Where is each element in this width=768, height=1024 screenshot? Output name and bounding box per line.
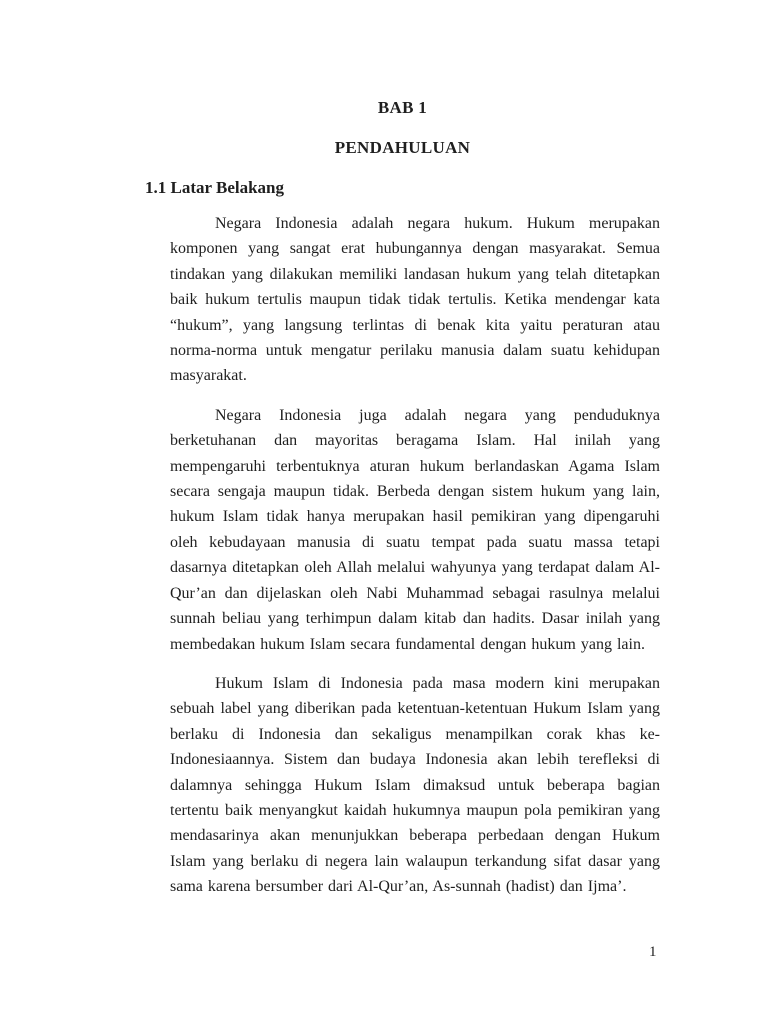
- chapter-title: BAB 1: [377, 98, 428, 117]
- paragraph-2: Negara Indonesia juga adalah negara yang penduduknya berketuhanan dan mayoritas beragama Islam. Hal inilah yang mempengaruhi terbentuknya aturan hukum berlandaskan Agama Islam secara sengaja maupun tidak. Berbeda dengan sistem hukum yang lain, hukum Islam tidak hanya merupakan hasil pemikiran yang dipengaruhi oleh kebudayaan manusia di suatu tempat pada suatu massa tetapi dasarnya ditetapkan oleh Allah melalui wahyunya yang terdapat dalam Al-Qur’an dan dijelaskan oleh Nabi Muhammad sebagai rasulnya melalui sunnah beliau yang terhimpun dalam kitab dan hadits. Dasar inilah yang membedakan hukum Islam secara fundamental dengan hukum yang lain.: [170, 406, 660, 653]
- page-content: [145, 95, 660, 900]
- page-number: 1: [649, 944, 657, 960]
- chapter-subtitle: PENDAHULUAN: [334, 138, 471, 157]
- paragraph-3: Hukum Islam di Indonesia pada masa modern kini merupakan sebuah label yang diberikan pada ketentuan-ketentuan Hukum Islam yang berlaku di Indonesia dan sekaligus menampilkan corak khas ke-Indonesiaannya. Sistem dan budaya Indonesia akan lebih terefleksi di dalamnya sehingga Hukum Islam dimaksud untuk beberapa bagian tertentu baik menyangkut kaidah hukumnya maupun pola pemikiran yang mendasarinya akan menunjukkan beberapa perbedaan dengan Hukum Islam yang berlaku di negera lain walaupun terkandung sifat dasar yang sama karena bersumber dari Al-Qur’an, As-sunnah (hadist) dan Ijma’.: [170, 674, 660, 896]
- section-heading: 1.1 Latar Belakang: [145, 178, 285, 197]
- paragraph-1: Negara Indonesia adalah negara hukum. Hukum merupakan komponen yang sangat erat hubungannya dengan masyarakat. Semua tindakan yang dilakukan memiliki landasan hukum yang telah ditetapkan baik hukum tertulis maupun tidak tidak tertulis. Ketika mendengar kata “hukum”, yang langsung terlintas di benak kita yaitu peraturan atau norma-norma untuk mengatur perilaku manusia dalam suatu kehidupan masyarakat.: [170, 215, 660, 385]
